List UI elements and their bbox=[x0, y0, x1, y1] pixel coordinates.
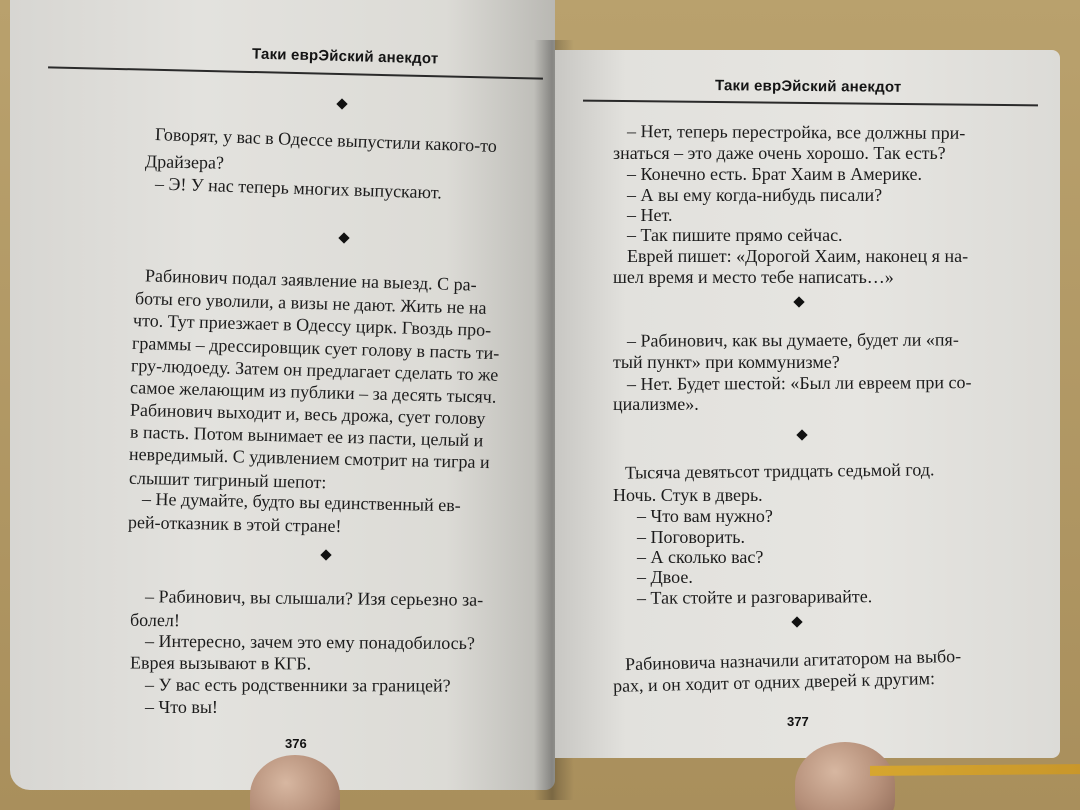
joke-line: что. Тут приезжает в Одессу цирк. Гвоздь про- bbox=[132, 310, 492, 340]
joke-line: – Нет, теперь перестройка, все должны при- bbox=[626, 121, 966, 143]
joke-line: слышит тигриный шепот: bbox=[128, 467, 327, 493]
joke-line: Драйзера? bbox=[144, 151, 225, 173]
joke-line: – Двое. bbox=[637, 567, 693, 587]
joke-line: – Что вам нужно? bbox=[637, 506, 773, 526]
separator-diamond bbox=[793, 296, 804, 307]
joke-line: боты его уволили, а визы не дают. Жить не на bbox=[134, 288, 487, 318]
joke-line: Рабинович подал заявление на выезд. С ра- bbox=[144, 265, 477, 295]
joke-line: – Конечно есть. Брат Хаим в Америке. bbox=[627, 164, 923, 184]
left-running-head: Таки еврЭйский анекдот bbox=[251, 45, 439, 68]
joke-line: в пасть. Потом вынимает ее из пасти, целый и bbox=[129, 421, 484, 451]
joke-line: – Нет. Будет шестой: «Был ли евреем при со- bbox=[626, 372, 972, 394]
joke-line: – Э! У нас теперь многих выпускают. bbox=[154, 173, 443, 203]
joke-line: – Что вы! bbox=[145, 697, 218, 717]
joke-line: шел время и место тебе написать…» bbox=[613, 267, 894, 287]
joke-line: Тысяча девятьсот тридцать седьмой год. bbox=[624, 459, 935, 483]
joke-line: Ночь. Стук в дверь. bbox=[613, 485, 763, 505]
joke-line: – Рабинович, как вы думаете, будет ли «пя- bbox=[626, 329, 959, 351]
joke-line: – Не думайте, будто вы единственный ев- bbox=[141, 488, 461, 516]
separator-diamond bbox=[320, 549, 331, 560]
joke-line: самое желающим из публики – за десять тысяч. bbox=[129, 377, 497, 407]
joke-line: невредимый. С удивлением смотрит на тигра и bbox=[128, 443, 490, 473]
joke-line: Рабиновича назначили агитатором на выбо- bbox=[624, 645, 962, 675]
left-page-number: 376 bbox=[285, 736, 307, 751]
separator-diamond bbox=[336, 98, 347, 109]
joke-line: Еврея вызывают в КГБ. bbox=[129, 652, 312, 674]
joke-line: – А вы ему когда-нибудь писали? bbox=[627, 185, 883, 205]
joke-line: – У вас есть родственники за границей? bbox=[144, 674, 451, 696]
joke-line: Еврей пишет: «Дорогой Хаим, наконец я на- bbox=[627, 246, 969, 266]
joke-line: – А сколько вас? bbox=[637, 547, 764, 567]
separator-diamond bbox=[338, 232, 349, 243]
joke-line: гру-людоеду. Затем он предлагает сделать то же bbox=[130, 355, 499, 385]
separator-diamond bbox=[791, 616, 802, 627]
joke-line: рей-отказник в этой стране! bbox=[127, 511, 342, 537]
joke-line: граммы – дрессировщик сует голову в пасть ти- bbox=[131, 332, 500, 364]
joke-line: – Так пишите прямо сейчас. bbox=[627, 225, 843, 245]
joke-line: – Рабинович, вы слышали? Изя серьезно за- bbox=[144, 586, 484, 610]
left-page bbox=[10, 0, 555, 790]
joke-line: знаться – это даже очень хорошо. Так есть? bbox=[613, 143, 946, 163]
joke-line: – Так стойте и разговаривайте. bbox=[636, 586, 873, 608]
page-edge-highlight bbox=[870, 764, 1080, 776]
joke-line: – Нет. bbox=[627, 205, 673, 225]
left-header-rule bbox=[48, 66, 543, 79]
right-running-head: Таки еврЭйский анекдот bbox=[714, 77, 902, 96]
joke-line: тый пункт» при коммунизме? bbox=[613, 352, 840, 372]
joke-line: Рабинович выходит и, весь дрожа, сует голову bbox=[129, 399, 486, 429]
joke-line: циализме». bbox=[613, 394, 699, 414]
joke-line: – Поговорить. bbox=[637, 527, 746, 547]
joke-line: Говорят, у вас в Одессе выпустили какого-то bbox=[154, 124, 498, 156]
right-page bbox=[555, 50, 1060, 758]
joke-line: рах, и он ходит от одних дверей к другим: bbox=[612, 668, 936, 696]
right-header-rule bbox=[583, 100, 1038, 107]
joke-line: болел! bbox=[129, 609, 180, 631]
joke-line: – Интересно, зачем это ему понадобилось? bbox=[144, 630, 475, 654]
separator-diamond bbox=[796, 429, 807, 440]
right-page-number: 377 bbox=[787, 714, 809, 729]
